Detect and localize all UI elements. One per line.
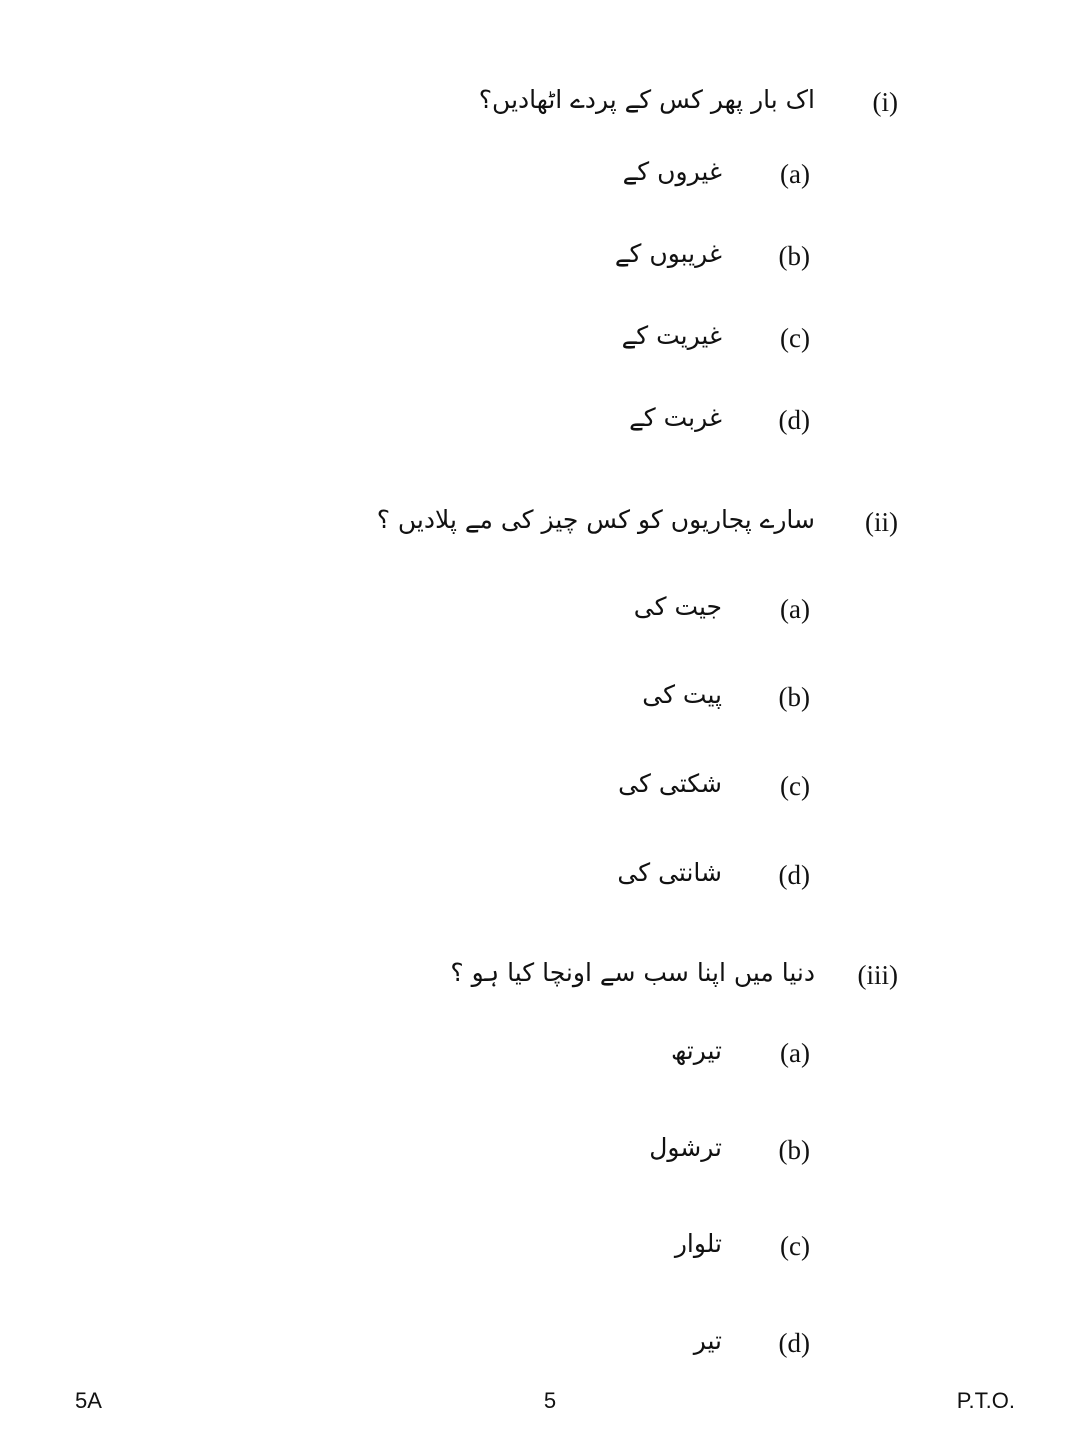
option-text: غریبوں کے [614, 239, 722, 268]
option-text: غیروں کے [622, 157, 722, 186]
option-label: (b) [778, 241, 810, 271]
option-label: (b) [778, 1135, 810, 1165]
option-text: جیت کی [633, 592, 722, 621]
question-text: دنیا میں اپنا سب سے اونچا کیا ہو ؟ [450, 958, 815, 987]
option-text: شانتی کی [617, 858, 722, 887]
option-label: (a) [780, 1038, 810, 1068]
option-label: (b) [778, 682, 810, 712]
question-text: سارے پجاریوں کو کس چیز کی مے پلادیں ؟ [376, 505, 815, 534]
option-label: (d) [778, 1328, 810, 1358]
option-text: غیریت کے [621, 321, 722, 350]
option-label: (a) [780, 159, 810, 189]
option-label: (c) [780, 323, 810, 353]
question-number: (i) [872, 87, 898, 117]
option-label: (d) [778, 405, 810, 435]
question-text: اک بار پھر کس کے پردے اٹھادیں؟ [478, 85, 815, 114]
option-text: ترشول [649, 1133, 722, 1162]
option-text: تیرتھ [670, 1036, 722, 1065]
option-label: (c) [780, 1231, 810, 1261]
option-label: (d) [778, 860, 810, 890]
option-text: تلوار [674, 1229, 722, 1258]
question-number: (iii) [857, 960, 898, 990]
option-text: تیر [693, 1326, 722, 1355]
question-number: (ii) [865, 507, 898, 537]
option-label: (a) [780, 594, 810, 624]
option-label: (c) [780, 771, 810, 801]
page-number: 5 [543, 1388, 557, 1413]
paper-code: 5A [75, 1388, 102, 1413]
pto-label: P.T.O. [956, 1388, 1015, 1413]
option-text: پیت کی [642, 680, 722, 709]
option-text: شکتی کی [618, 769, 722, 798]
option-text: غربت کے [629, 403, 722, 432]
